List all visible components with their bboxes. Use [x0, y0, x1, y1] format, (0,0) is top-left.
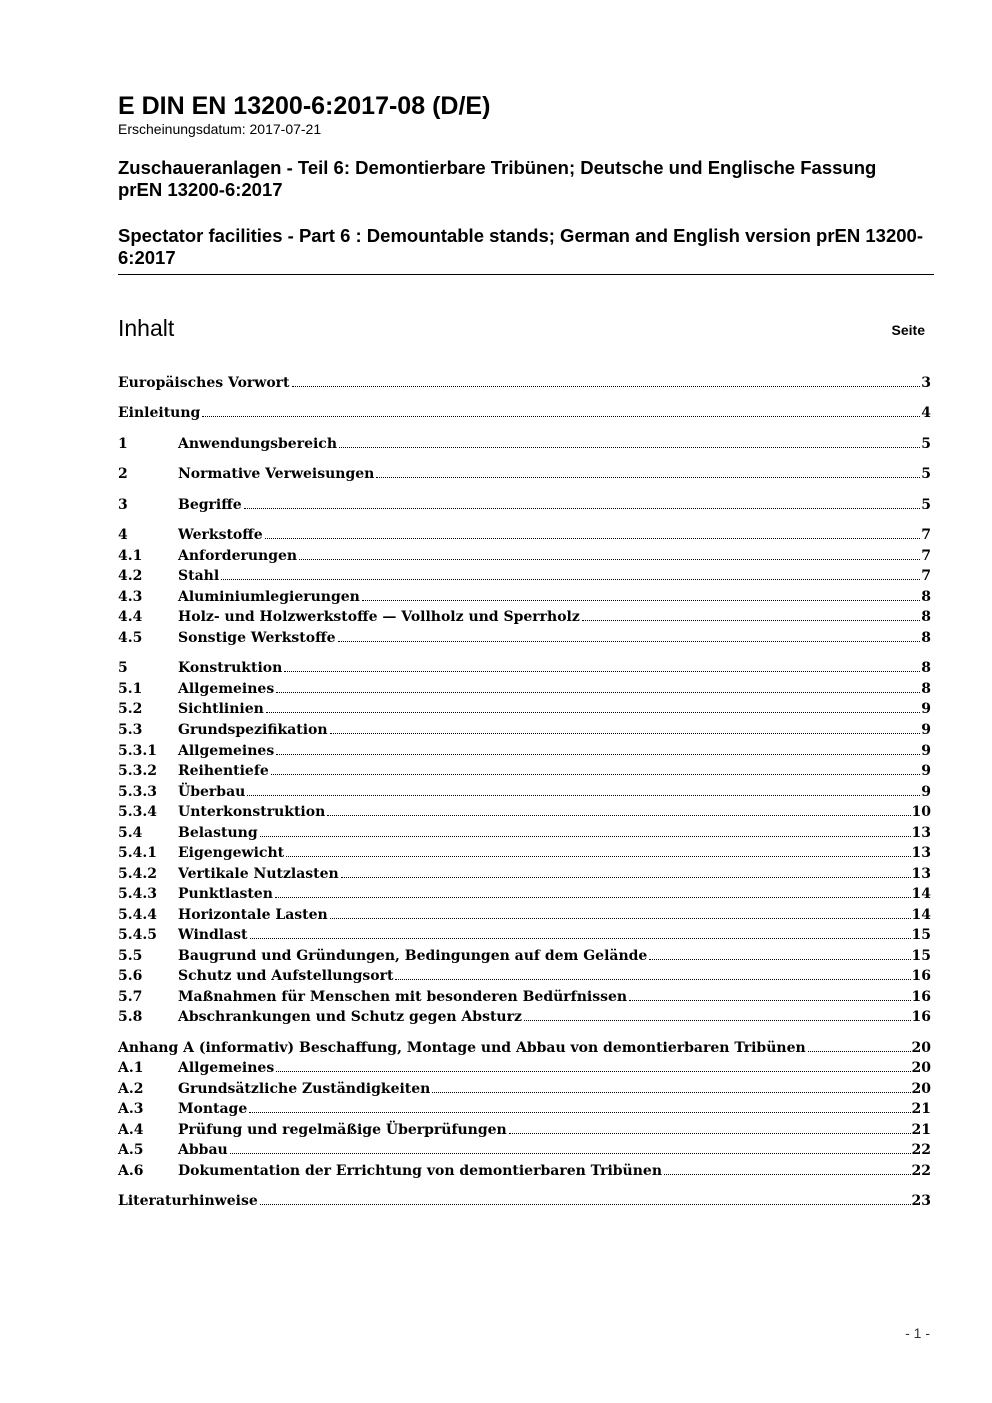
toc-entry[interactable]	[118, 800, 931, 820]
toc-entry[interactable]	[118, 903, 931, 923]
toc-entry-number: A.5	[118, 1142, 144, 1158]
toc-entry[interactable]	[118, 718, 931, 738]
toc-dot-leader	[649, 959, 910, 960]
toc-entry-number: 5.2	[118, 701, 143, 717]
toc-dot-leader	[265, 538, 921, 539]
toc-dot-leader	[292, 386, 921, 387]
toc-entry-number: 5.7	[118, 989, 143, 1005]
toc-entry-title: Anforderungen	[178, 548, 298, 564]
toc-entry-title: Sichtlinien	[178, 701, 264, 717]
toc-entry-page: 7	[921, 548, 931, 564]
toc-entry[interactable]	[118, 1036, 931, 1056]
toc-entry-number: 5.6	[118, 968, 143, 984]
toc-entry-title: Einleitung	[118, 405, 201, 421]
toc-entry[interactable]	[118, 371, 931, 391]
toc-entry-page: 9	[921, 784, 931, 800]
toc-entry-number: 5.4.5	[118, 927, 157, 943]
toc-dot-leader	[247, 795, 920, 796]
toc-entry-page: 9	[921, 743, 931, 759]
toc-entry-number: A.6	[118, 1163, 144, 1179]
toc-dot-leader	[276, 754, 920, 755]
toc-entry-page: 3	[921, 375, 931, 391]
toc-entry[interactable]	[118, 964, 931, 984]
toc-entry-number: 4.3	[118, 589, 143, 605]
toc-dot-leader	[629, 1000, 910, 1001]
toc-entry[interactable]	[118, 585, 931, 605]
toc-entry-title: Normative Verweisungen	[178, 466, 375, 482]
toc-entry-page: 5	[921, 466, 931, 482]
toc-dot-leader	[338, 641, 921, 642]
toc-entry[interactable]	[118, 401, 931, 421]
toc-entry[interactable]	[118, 564, 931, 584]
toc-entry-title: Allgemeines	[178, 1060, 275, 1076]
document-id: E DIN EN 13200-6:2017-08 (D/E)	[118, 92, 491, 120]
toc-entry-number: 5.1	[118, 681, 143, 697]
toc-entry-title: Abschrankungen und Schutz gegen Absturz	[178, 1009, 522, 1025]
toc-entry[interactable]	[118, 656, 931, 676]
toc-entry[interactable]	[118, 677, 931, 697]
toc-dot-leader	[202, 416, 920, 417]
toc-entry[interactable]	[118, 759, 931, 779]
toc-dot-leader	[260, 1204, 911, 1205]
toc-dot-leader	[275, 897, 911, 898]
toc-entry-title: Holz- und Holzwerkstoffe — Vollholz und Sperrholz	[178, 609, 580, 625]
toc-entry-title: Stahl	[178, 568, 220, 584]
toc-dot-leader	[339, 447, 920, 448]
toc-entry-number: 5.3	[118, 722, 143, 738]
toc-dot-leader	[582, 620, 920, 621]
toc-entry-number: 2	[118, 466, 128, 482]
toc-entry-title: Montage	[178, 1101, 248, 1117]
toc-entry-page: 16	[911, 989, 931, 1005]
toc-entry-title: Sonstige Werkstoffe	[178, 630, 336, 646]
toc-entry-page: 14	[911, 907, 931, 923]
toc-entry-page: 8	[921, 681, 931, 697]
toc-entry-number: 5.4.2	[118, 866, 157, 882]
toc-entry-title: Vertikale Nutzlasten	[178, 866, 339, 882]
toc-dot-leader	[271, 774, 921, 775]
toc-entry-title: Europäisches Vorwort	[118, 375, 290, 391]
toc-entry-title: Allgemeines	[178, 743, 275, 759]
toc-entry-title: Konstruktion	[178, 660, 283, 676]
toc-dot-leader	[244, 508, 921, 509]
toc-entry[interactable]	[118, 1118, 931, 1138]
toc-entry[interactable]	[118, 1056, 931, 1076]
toc-entry[interactable]	[118, 523, 931, 543]
toc-entry-title: Eigengewicht	[178, 845, 285, 861]
toc-entry-number: 5.4.4	[118, 907, 157, 923]
toc-entry[interactable]	[118, 462, 931, 482]
toc-entry-page: 14	[911, 886, 931, 902]
toc-entry-title: Horizontale Lasten	[178, 907, 328, 923]
toc-entry[interactable]	[118, 626, 931, 646]
toc-entry-number: A.4	[118, 1122, 144, 1138]
toc-entry[interactable]	[118, 1189, 931, 1209]
toc-dot-leader	[286, 856, 910, 857]
toc-dot-leader	[327, 815, 910, 816]
toc-dot-leader	[362, 600, 920, 601]
toc-entry-page: 16	[911, 1009, 931, 1025]
toc-entry-number: 5.3.1	[118, 743, 157, 759]
toc-entry[interactable]	[118, 862, 931, 882]
toc-entry-title: Anwendungsbereich	[178, 436, 337, 452]
toc-entry-page: 8	[921, 630, 931, 646]
toc-dot-leader	[341, 877, 911, 878]
toc-entry-page: 5	[921, 497, 931, 513]
toc-entry-page: 21	[911, 1101, 931, 1117]
toc-entry-page: 9	[921, 701, 931, 717]
toc-entry-page: 15	[911, 927, 931, 943]
toc-entry[interactable]	[118, 1077, 931, 1097]
toc-dot-leader	[330, 733, 921, 734]
toc-entry-page: 7	[921, 527, 931, 543]
toc-entry[interactable]	[118, 1159, 931, 1179]
toc-dot-leader	[432, 1092, 910, 1093]
header-divider	[118, 274, 934, 275]
toc-entry-page: 20	[911, 1040, 931, 1056]
toc-dot-leader	[276, 1071, 910, 1072]
toc-dot-leader	[664, 1174, 911, 1175]
toc-entry[interactable]	[118, 493, 931, 513]
toc-entry-number: 5.5	[118, 948, 143, 964]
toc-entry-title: Unterkonstruktion	[178, 804, 326, 820]
toc-entry-title: Aluminiumlegierungen	[178, 589, 360, 605]
toc-entry-title: Werkstoffe	[178, 527, 263, 543]
toc-entry-title: Prüfung und regelmäßige Überprüfungen	[178, 1122, 507, 1138]
toc-entry-page: 13	[911, 825, 931, 841]
toc-entry-number: 5.3.3	[118, 784, 157, 800]
toc-entry-title: Windlast	[178, 927, 248, 943]
toc-entry-number: 5.8	[118, 1009, 143, 1025]
toc-entry[interactable]	[118, 544, 931, 564]
toc-dot-leader	[221, 579, 920, 580]
toc-entry[interactable]	[118, 923, 931, 943]
toc-entry-number: A.1	[118, 1060, 144, 1076]
toc-entry-page: 9	[921, 722, 931, 738]
toc-entry-number: 4.4	[118, 609, 143, 625]
toc-entry-page: 5	[921, 436, 931, 452]
toc-heading: Inhalt	[118, 315, 175, 341]
toc-entry-page: 23	[911, 1193, 931, 1209]
toc-entry[interactable]	[118, 780, 931, 800]
toc-entry-title: Allgemeines	[178, 681, 275, 697]
toc-entry-page: 8	[921, 589, 931, 605]
toc-entry[interactable]	[118, 1097, 931, 1117]
title-german: Zuschaueranlagen - Teil 6: Demontierbare Tribünen; Deutsche und Englische Fassung prEN 13200-6:2017	[118, 157, 877, 200]
toc-dot-leader	[330, 918, 911, 919]
toc-entry-page: 4	[921, 405, 931, 421]
toc-entry-page: 22	[911, 1142, 931, 1158]
toc-entry-number: 3	[118, 497, 128, 513]
toc-entry-number: 1	[118, 436, 128, 452]
toc-entry-title: Überbau	[178, 784, 246, 800]
toc-entry-title: Grundsätzliche Zuständigkeiten	[178, 1081, 431, 1097]
toc-entry[interactable]	[118, 944, 931, 964]
toc-entry-page: 13	[911, 866, 931, 882]
toc-entry-title: Schutz und Aufstellungsort	[178, 968, 394, 984]
toc-entry-number: 5.4	[118, 825, 143, 841]
toc-dot-leader	[395, 979, 910, 980]
toc-entry-page: 8	[921, 660, 931, 676]
toc-entry-page: 20	[911, 1081, 931, 1097]
toc-entry[interactable]	[118, 985, 931, 1005]
toc-entry-title: Maßnahmen für Menschen mit besonderen Bedürfnissen	[178, 989, 628, 1005]
publication-date: Erscheinungsdatum: 2017-07-21	[118, 121, 322, 137]
toc-entry-page: 9	[921, 763, 931, 779]
toc-entry-title: Belastung	[178, 825, 258, 841]
title-english: Spectator facilities - Part 6 : Demountable stands; German and English version prEN 13200-6:2017	[118, 225, 923, 268]
toc-dot-leader	[299, 559, 920, 560]
toc-entry-number: 5	[118, 660, 128, 676]
toc-entry-page: 20	[911, 1060, 931, 1076]
document-header	[118, 92, 934, 269]
toc-entry-title: Reihentiefe	[178, 763, 269, 779]
toc-entry-number: 4.2	[118, 568, 143, 584]
toc-entry[interactable]	[118, 697, 931, 717]
toc-entry-page: 13	[911, 845, 931, 861]
toc-entry-number: A.3	[118, 1101, 144, 1117]
toc-dot-leader	[249, 1112, 910, 1113]
toc-dot-leader	[376, 477, 920, 478]
toc-entry[interactable]	[118, 739, 931, 759]
toc-entry-number: 4.5	[118, 630, 143, 646]
toc-entry-title: Begriffe	[178, 497, 242, 513]
toc-dot-leader	[524, 1020, 911, 1021]
toc-entry[interactable]	[118, 882, 931, 902]
toc-entry-title: Grundspezifikation	[178, 722, 328, 738]
toc-entry-number: 5.3.4	[118, 804, 157, 820]
toc-dot-leader	[230, 1153, 911, 1154]
toc-entry-number: 4	[118, 527, 128, 543]
toc-entry-number: A.2	[118, 1081, 144, 1097]
toc-entry[interactable]	[118, 1138, 931, 1158]
toc-entry-page: 8	[921, 609, 931, 625]
toc-entry[interactable]	[118, 605, 931, 625]
toc-entry-number: 5.4.3	[118, 886, 157, 902]
toc-entry[interactable]	[118, 1005, 931, 1025]
toc-entry-title: Punktlasten	[178, 886, 273, 902]
toc-entry-title: Anhang A (informativ) Beschaffung, Montage und Abbau von demontierbaren Tribünen	[118, 1040, 806, 1056]
toc-entry-page: 15	[911, 948, 931, 964]
toc-dot-leader	[276, 692, 920, 693]
toc-entry[interactable]	[118, 432, 931, 452]
toc-dot-leader	[509, 1133, 911, 1134]
toc-entry-number: 5.3.2	[118, 763, 157, 779]
toc-dot-leader	[260, 836, 911, 837]
toc-dot-leader	[250, 938, 911, 939]
toc-entry-number: 5.4.1	[118, 845, 157, 861]
toc-entry-number: 4.1	[118, 548, 143, 564]
toc-entry-page: 10	[911, 804, 931, 820]
toc-entry-page: 16	[911, 968, 931, 984]
toc-dot-leader	[808, 1051, 911, 1052]
toc-entry-title: Literaturhinweise	[118, 1193, 258, 1209]
toc-dot-leader	[284, 671, 920, 672]
toc-entry-page: 22	[911, 1163, 931, 1179]
toc-entry-page: 21	[911, 1122, 931, 1138]
toc-page-label: Seite	[891, 322, 925, 338]
toc-entry[interactable]	[118, 821, 931, 841]
toc-entry-title: Baugrund und Gründungen, Bedingungen auf dem Gelände	[178, 948, 648, 964]
footer-page-number: - 1 -	[905, 1325, 930, 1341]
toc-entry[interactable]	[118, 841, 931, 861]
toc-dot-leader	[266, 712, 920, 713]
toc-entry-title: Abbau	[178, 1142, 228, 1158]
toc-entry-page: 7	[921, 568, 931, 584]
toc-entry-title: Dokumentation der Errichtung von demontierbaren Tribünen	[178, 1163, 662, 1179]
